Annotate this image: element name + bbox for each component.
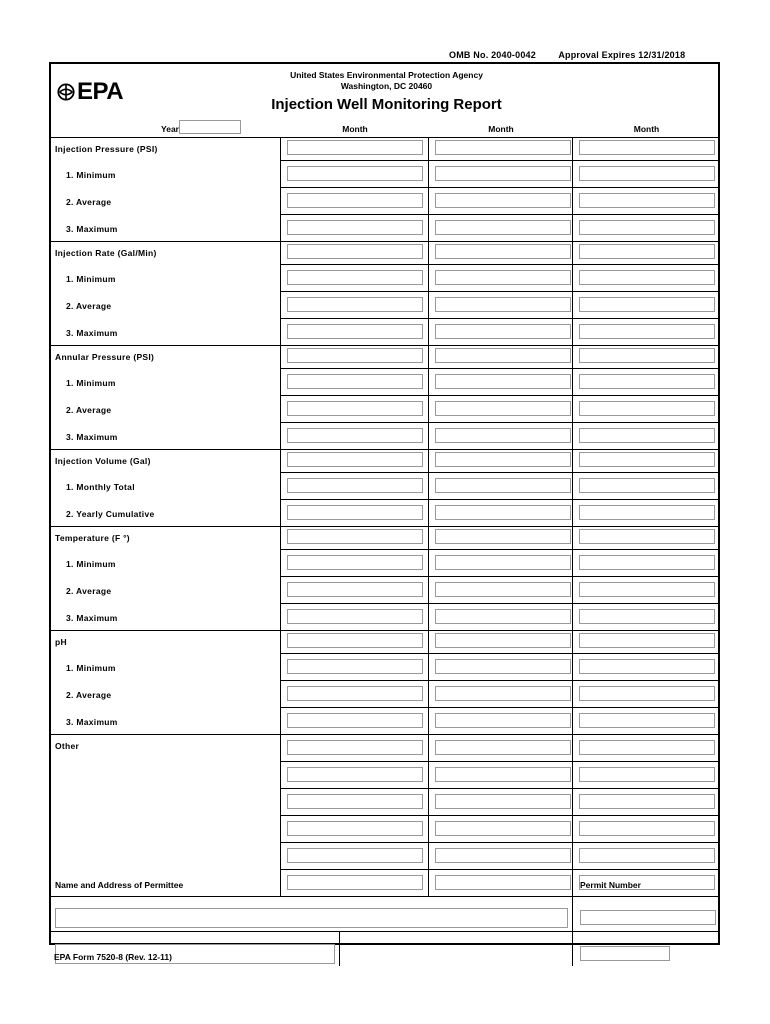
section-5-row-2-month-3-input[interactable] <box>579 582 715 597</box>
section-4-header-row-month-1-input[interactable] <box>287 452 423 467</box>
section-1-header-row-month-1-input[interactable] <box>287 140 423 155</box>
section-1-row-3-month-2-input[interactable] <box>435 220 571 235</box>
other-row-3-month-3-input[interactable] <box>579 794 715 809</box>
section-label: Injection Rate (Gal/Min) <box>55 248 157 258</box>
section-6-row-2-month-2-input[interactable] <box>435 686 571 701</box>
row-label: 3. Maximum <box>66 717 118 727</box>
other-row-3-month-2-input[interactable] <box>435 794 571 809</box>
permit-number-label: Permit Number <box>580 880 641 890</box>
section-6-row-1-month-1-input[interactable] <box>287 659 423 674</box>
section-1-row-1-month-1-input[interactable] <box>287 166 423 181</box>
section-2-row-1-month-1-input[interactable] <box>287 270 423 285</box>
section-divider <box>51 345 720 346</box>
section-4-row-1-month-1-input[interactable] <box>287 478 423 493</box>
month-column-divider <box>428 137 429 896</box>
section-5-row-3-month-3-input[interactable] <box>579 609 715 624</box>
section-3-header-row-month-3-input[interactable] <box>579 348 715 363</box>
section-label: pH <box>55 637 67 647</box>
label-column-divider <box>280 137 281 896</box>
section-3-row-3-month-2-input[interactable] <box>435 428 571 443</box>
section-5-row-1-month-1-input[interactable] <box>287 555 423 570</box>
row-label: 1. Minimum <box>66 378 116 388</box>
section-label: Injection Pressure (PSI) <box>55 144 158 154</box>
other-row-5-month-3-input[interactable] <box>579 848 715 863</box>
form-number: EPA Form 7520-8 (Rev. 12-11) <box>54 952 172 962</box>
row-divider <box>281 160 720 161</box>
row-label: 2. Average <box>66 301 112 311</box>
row-divider <box>281 368 720 369</box>
row-divider <box>281 499 720 500</box>
section-divider <box>51 241 720 242</box>
row-divider <box>281 603 720 604</box>
section-5-row-2-month-1-input[interactable] <box>287 582 423 597</box>
section-2-header-row-month-3-input[interactable] <box>579 244 715 259</box>
logo-text: EPA <box>77 78 124 105</box>
section-3-row-3-month-3-input[interactable] <box>579 428 715 443</box>
row-label: 3. Maximum <box>66 613 118 623</box>
row-divider <box>281 680 720 681</box>
section-2-row-3-month-2-input[interactable] <box>435 324 571 339</box>
section-3-row-1-month-2-input[interactable] <box>435 374 571 389</box>
section-3-row-1-month-1-input[interactable] <box>287 374 423 389</box>
month-header-1: Month <box>342 124 368 134</box>
row-divider <box>281 576 720 577</box>
section-4-row-1-month-2-input[interactable] <box>435 478 571 493</box>
other-row-4-month-1-input[interactable] <box>287 821 423 836</box>
section-5-row-1-month-2-input[interactable] <box>435 555 571 570</box>
omb-number: OMB No. 2040-0042 <box>449 50 536 60</box>
section-2-header-row-month-2-input[interactable] <box>435 244 571 259</box>
approval-expires: Approval Expires 12/31/2018 <box>558 50 686 60</box>
other-label: Other <box>55 741 80 751</box>
section-6-row-3-month-3-input[interactable] <box>579 713 715 728</box>
row-label: 1. Monthly Total <box>66 482 135 492</box>
row-divider <box>281 318 720 319</box>
row-label: 2. Yearly Cumulative <box>66 509 155 519</box>
section-6-header-row-month-1-input[interactable] <box>287 633 423 648</box>
section-6-row-2-month-3-input[interactable] <box>579 686 715 701</box>
row-divider <box>281 869 720 870</box>
section-4-row-1-month-3-input[interactable] <box>579 478 715 493</box>
row-label: 2. Average <box>66 197 112 207</box>
section-6-header-row-month-2-input[interactable] <box>435 633 571 648</box>
section-5-row-3-month-1-input[interactable] <box>287 609 423 624</box>
section-1-row-2-month-2-input[interactable] <box>435 193 571 208</box>
section-5-row-2-month-2-input[interactable] <box>435 582 571 597</box>
section-3-header-row-month-1-input[interactable] <box>287 348 423 363</box>
row-label: 1. Minimum <box>66 663 116 673</box>
row-divider <box>281 815 720 816</box>
section-2-row-3-month-1-input[interactable] <box>287 324 423 339</box>
row-label: 3. Maximum <box>66 224 118 234</box>
section-4-header-row-month-3-input[interactable] <box>579 452 715 467</box>
other-row-4-month-2-input[interactable] <box>435 821 571 836</box>
row-label: 3. Maximum <box>66 432 118 442</box>
permit-column-divider <box>572 896 573 966</box>
row-divider <box>281 472 720 473</box>
row-divider <box>281 291 720 292</box>
footer-divider <box>51 896 720 897</box>
section-2-row-1-month-3-input[interactable] <box>579 270 715 285</box>
row-divider <box>281 653 720 654</box>
section-5-header-row-month-1-input[interactable] <box>287 529 423 544</box>
section-6-row-2-month-1-input[interactable] <box>287 686 423 701</box>
other-row-1-month-3-input[interactable] <box>579 740 715 755</box>
month-column-divider <box>572 137 573 896</box>
month-header-3: Month <box>633 124 660 134</box>
section-2-row-2-month-2-input[interactable] <box>435 297 571 312</box>
other-row-2-month-1-input[interactable] <box>287 767 423 782</box>
row-divider <box>281 707 720 708</box>
section-2-row-1-month-2-input[interactable] <box>435 270 571 285</box>
signature-column-divider <box>339 931 340 966</box>
row-label: 2. Average <box>66 405 112 415</box>
row-divider <box>281 549 720 550</box>
section-label: Injection Volume (Gal) <box>55 456 151 466</box>
section-5-header-row-month-2-input[interactable] <box>435 529 571 544</box>
section-4-row-2-month-1-input[interactable] <box>287 505 423 520</box>
month-header-2: Month <box>488 124 514 134</box>
other-row-4-month-3-input[interactable] <box>579 821 715 836</box>
row-divider <box>281 214 720 215</box>
section-1-header-row-month-3-input[interactable] <box>579 140 715 155</box>
row-divider <box>281 264 720 265</box>
section-divider <box>51 449 720 450</box>
other-row-2-month-2-input[interactable] <box>435 767 571 782</box>
row-divider <box>281 788 720 789</box>
section-1-row-2-month-1-input[interactable] <box>287 193 423 208</box>
other-row-1-month-2-input[interactable] <box>435 740 571 755</box>
section-3-row-2-month-1-input[interactable] <box>287 401 423 416</box>
agency-name: United States Environmental Protection Agency <box>290 70 483 80</box>
row-divider <box>281 842 720 843</box>
row-label: 2. Average <box>66 690 112 700</box>
permittee-input[interactable] <box>55 908 568 928</box>
section-6-header-row-month-3-input[interactable] <box>579 633 715 648</box>
section-2-row-2-month-1-input[interactable] <box>287 297 423 312</box>
other-row-5-month-1-input[interactable] <box>287 848 423 863</box>
section-3-row-1-month-3-input[interactable] <box>579 374 715 389</box>
section-1-row-3-month-1-input[interactable] <box>287 220 423 235</box>
row-divider <box>281 395 720 396</box>
section-2-header-row-month-1-input[interactable] <box>287 244 423 259</box>
section-2-row-3-month-3-input[interactable] <box>579 324 715 339</box>
row-divider <box>281 761 720 762</box>
permittee-label: Name and Address of Permittee <box>55 880 184 890</box>
section-6-row-1-month-3-input[interactable] <box>579 659 715 674</box>
section-label: Annular Pressure (PSI) <box>55 352 155 362</box>
other-row-6-month-1-input[interactable] <box>287 875 423 890</box>
section-4-row-2-month-2-input[interactable] <box>435 505 571 520</box>
section-1-row-2-month-3-input[interactable] <box>579 193 715 208</box>
section-1-row-3-month-3-input[interactable] <box>579 220 715 235</box>
section-divider <box>51 734 720 735</box>
header-divider <box>51 137 720 138</box>
section-3-row-2-month-3-input[interactable] <box>579 401 715 416</box>
year-input[interactable] <box>179 120 241 134</box>
section-4-row-2-month-3-input[interactable] <box>579 505 715 520</box>
other-row-3-month-1-input[interactable] <box>287 794 423 809</box>
other-row-1-month-1-input[interactable] <box>287 740 423 755</box>
year-label: Year <box>161 124 179 134</box>
form-title: Injection Well Monitoring Report <box>271 96 502 113</box>
row-label: 1. Minimum <box>66 274 116 284</box>
section-5-row-3-month-2-input[interactable] <box>435 609 571 624</box>
section-5-row-1-month-3-input[interactable] <box>579 555 715 570</box>
other-row-5-month-2-input[interactable] <box>435 848 571 863</box>
other-row-2-month-3-input[interactable] <box>579 767 715 782</box>
section-5-header-row-month-3-input[interactable] <box>579 529 715 544</box>
section-6-row-3-month-1-input[interactable] <box>287 713 423 728</box>
section-4-header-row-month-2-input[interactable] <box>435 452 571 467</box>
footer-row-divider <box>51 931 720 932</box>
section-label: Temperature (F °) <box>55 533 130 543</box>
section-3-header-row-month-2-input[interactable] <box>435 348 571 363</box>
section-divider <box>51 526 720 527</box>
permit-number-input[interactable] <box>580 910 716 925</box>
omb-header <box>449 50 705 60</box>
row-label: 2. Average <box>66 586 112 596</box>
row-label: 3. Maximum <box>66 328 118 338</box>
monitoring-form <box>49 62 720 945</box>
section-2-row-2-month-3-input[interactable] <box>579 297 715 312</box>
other-row-6-month-2-input[interactable] <box>435 875 571 890</box>
section-3-row-3-month-1-input[interactable] <box>287 428 423 443</box>
section-6-row-3-month-2-input[interactable] <box>435 713 571 728</box>
section-1-row-1-month-2-input[interactable] <box>435 166 571 181</box>
section-1-row-1-month-3-input[interactable] <box>579 166 715 181</box>
section-1-header-row-month-2-input[interactable] <box>435 140 571 155</box>
date-signed-input[interactable] <box>580 946 670 961</box>
row-label: 1. Minimum <box>66 559 116 569</box>
row-label: 1. Minimum <box>66 170 116 180</box>
row-divider <box>281 187 720 188</box>
section-6-row-1-month-2-input[interactable] <box>435 659 571 674</box>
agency-address: Washington, DC 20460 <box>340 81 433 91</box>
row-divider <box>281 422 720 423</box>
section-divider <box>51 630 720 631</box>
section-3-row-2-month-2-input[interactable] <box>435 401 571 416</box>
